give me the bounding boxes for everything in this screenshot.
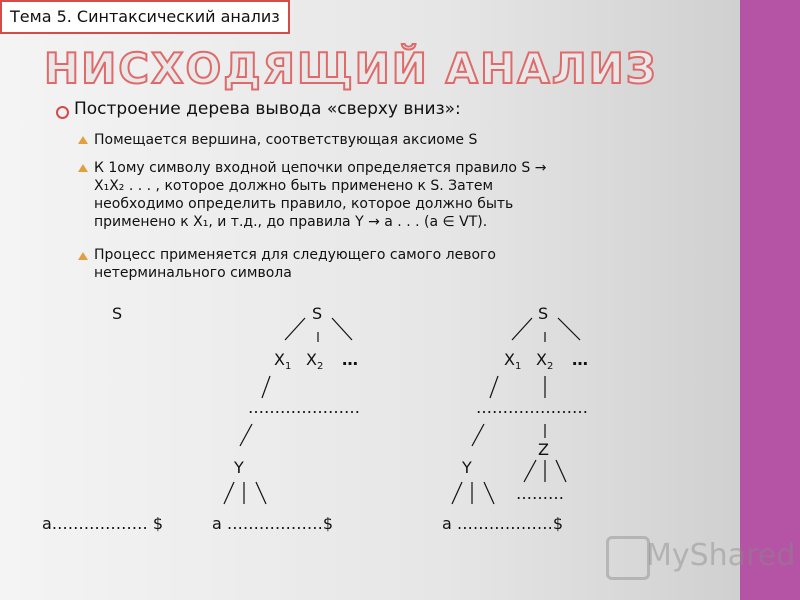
tree3-chain: a ………………$	[442, 514, 564, 533]
watermark: MyShared	[646, 538, 796, 573]
tree3-edge	[452, 482, 462, 504]
tree2-x1: $X_1$	[274, 350, 292, 373]
tree3-zdots: ………	[516, 484, 564, 503]
tree2-edge	[262, 376, 270, 398]
tree3-edge	[512, 318, 532, 340]
tree3-edge	[524, 460, 536, 482]
tree3-x2: $X_2$	[536, 350, 554, 373]
tree3-z: Z	[538, 440, 549, 459]
topic-label: Тема 5. Синтаксический анализ	[0, 0, 290, 34]
tree2-chain: a ………………$	[212, 514, 334, 533]
tree3-edge	[558, 318, 580, 340]
tree1-root: S	[112, 304, 123, 323]
sub-bullet-3-line2: нетерминального символа	[94, 265, 292, 281]
tree2-ellipsis: …	[342, 350, 358, 369]
tree2-root: S	[312, 304, 323, 323]
tree2-edge	[285, 318, 305, 340]
sub-bullet-3-line1: Процесс применяется для следующего самого левого	[94, 247, 496, 263]
tree3-edge	[472, 424, 484, 446]
tree2-edge	[256, 482, 266, 504]
tree2-edge	[332, 318, 352, 340]
tree3-edge	[484, 482, 494, 504]
tree1-chain: a……………… $	[42, 514, 164, 533]
tree2-x2: $X_2$	[306, 350, 324, 373]
sub-bullet-2-line1: К 1ому символу входной цепочки определяется правило S →	[94, 160, 547, 176]
tree2-edge	[224, 482, 234, 504]
sub-bullet-2-line4: применено к X₁, и т.д., до правила Y → a . . . (a ∈ VT).	[94, 214, 488, 230]
slide-title: НИСХОДЯЩИЙ АНАЛИЗ	[44, 44, 658, 93]
sub-bullet-2-line2: X₁X₂ . . . , которое должно быть применено к S. Затем	[94, 178, 494, 194]
tree2-mid: …………………	[248, 398, 360, 417]
tree3-root: S	[538, 304, 549, 323]
side-strip	[740, 0, 800, 600]
tree3-ellipsis: …	[572, 350, 588, 369]
tree3-edge	[556, 460, 566, 482]
tree2-edge	[240, 424, 252, 446]
tree3-edge	[490, 376, 498, 398]
sub-bullet-1: Помещается вершина, соответствующая аксиоме S	[94, 132, 478, 148]
watermark-logo-icon	[606, 536, 650, 580]
tree3-y: Y	[462, 458, 472, 477]
sub-bullet-2-line3: необходимо определить правило, которое должно быть	[94, 196, 514, 212]
tree3-mid: …………………	[476, 398, 588, 417]
main-bullet-text: Построение дерева вывода «сверху вниз»:	[74, 99, 461, 119]
tree2-y: Y	[234, 458, 244, 477]
tree3-x1: $X_1$	[504, 350, 522, 373]
